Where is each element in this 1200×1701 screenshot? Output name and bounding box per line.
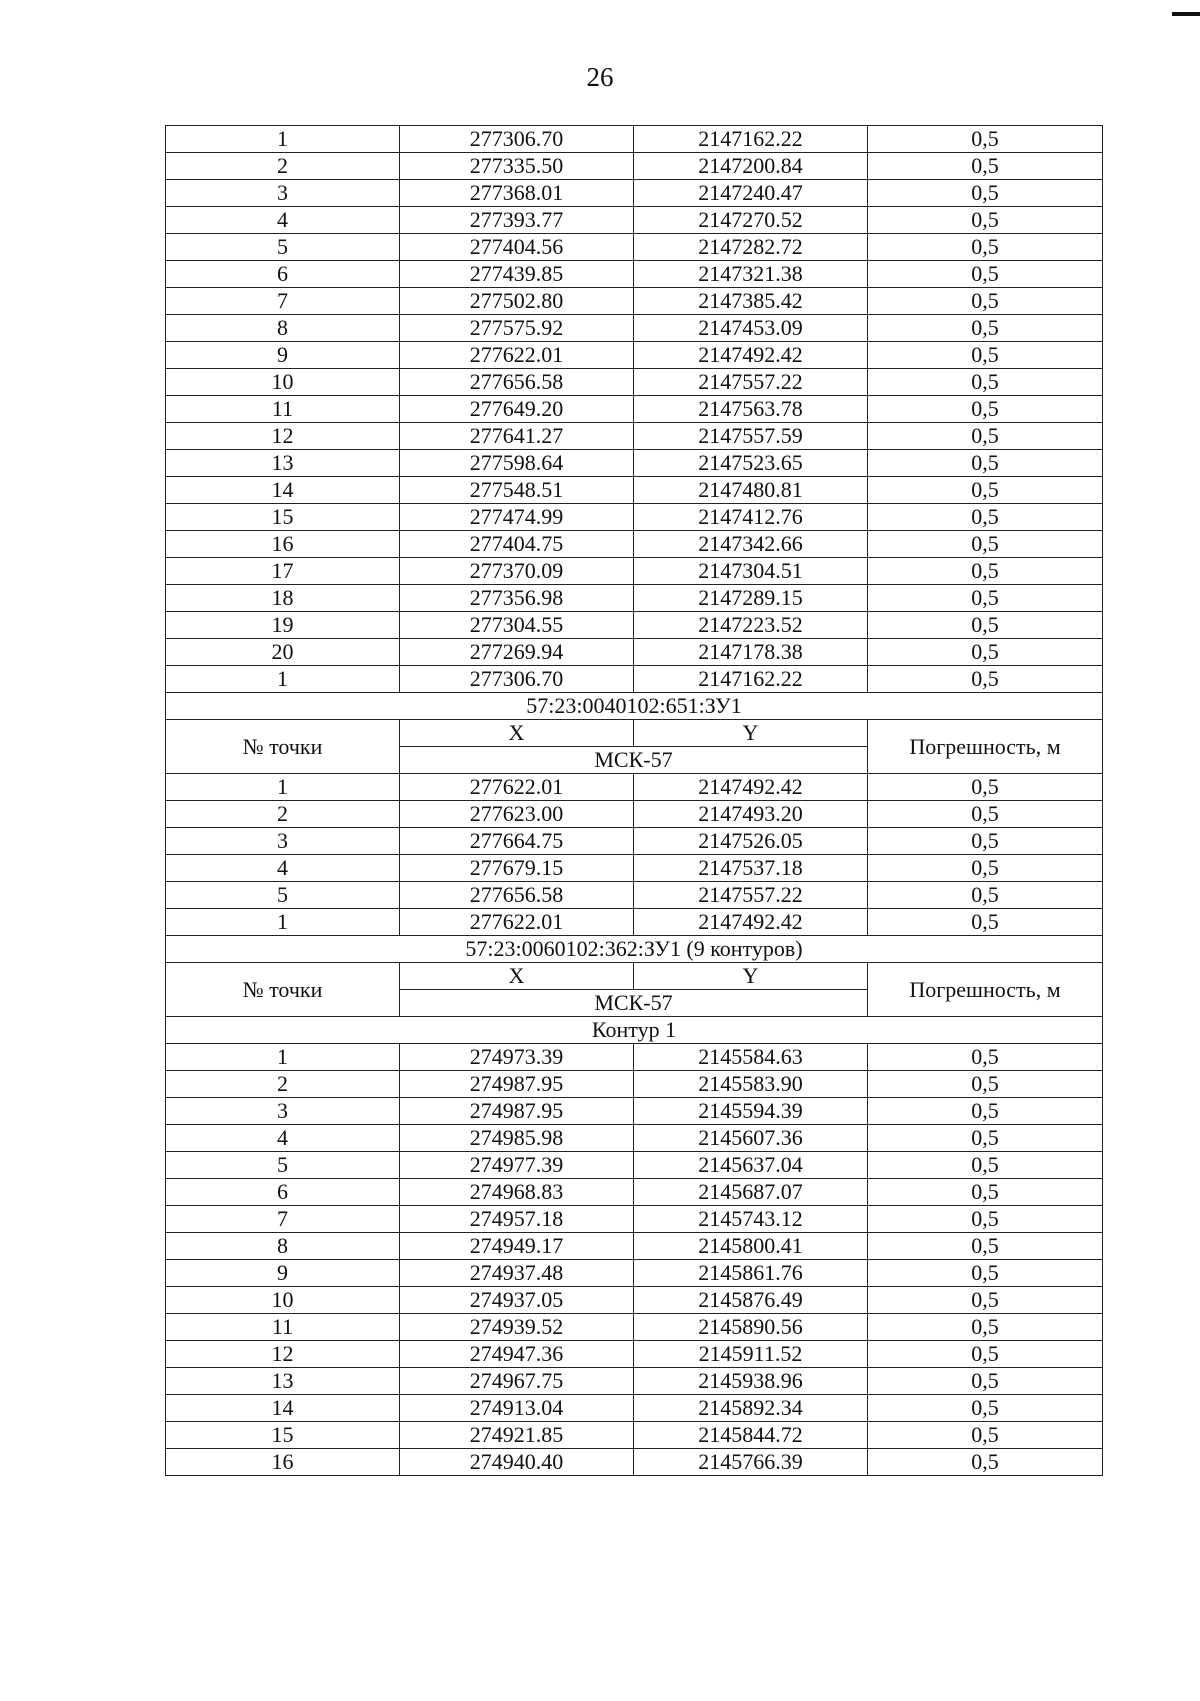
x-coordinate-cell: 277356.98 xyxy=(400,585,634,612)
x-coordinate-cell: 277404.75 xyxy=(400,531,634,558)
table-row xyxy=(166,1206,1103,1233)
point-number-cell: 6 xyxy=(166,1179,400,1206)
table-row xyxy=(166,639,1103,666)
x-coordinate-cell: 277474.99 xyxy=(400,504,634,531)
table-row xyxy=(166,1152,1103,1179)
point-number-cell: 1 xyxy=(166,1044,400,1071)
point-number-cell: 6 xyxy=(166,261,400,288)
point-number-cell: 4 xyxy=(166,855,400,882)
parcel-title-row xyxy=(166,936,1103,963)
error-cell: 0,5 xyxy=(868,1044,1103,1071)
table-row xyxy=(166,450,1103,477)
table-row xyxy=(166,1368,1103,1395)
y-coordinate-cell: 2145911.52 xyxy=(634,1341,868,1368)
x-coordinate-cell: 274957.18 xyxy=(400,1206,634,1233)
y-coordinate-cell: 2145583.90 xyxy=(634,1071,868,1098)
point-number-cell: 3 xyxy=(166,1098,400,1125)
error-cell: 0,5 xyxy=(868,1449,1103,1476)
point-number-cell: 16 xyxy=(166,531,400,558)
error-cell: 0,5 xyxy=(868,342,1103,369)
x-coordinate-cell: 274973.39 xyxy=(400,1044,634,1071)
point-number-cell: 12 xyxy=(166,423,400,450)
point-number-cell: 10 xyxy=(166,369,400,396)
x-coordinate-cell: 277502.80 xyxy=(400,288,634,315)
point-number-cell: 15 xyxy=(166,504,400,531)
x-coordinate-cell: 274967.75 xyxy=(400,1368,634,1395)
error-cell: 0,5 xyxy=(868,1341,1103,1368)
table-row xyxy=(166,1125,1103,1152)
table-row xyxy=(166,1233,1103,1260)
point-number-cell: 5 xyxy=(166,882,400,909)
x-coordinate-cell: 277641.27 xyxy=(400,423,634,450)
point-number-cell: 2 xyxy=(166,153,400,180)
column-header-row xyxy=(166,963,1103,990)
parcel-title: 57:23:0060102:362:ЗУ1 (9 контуров) xyxy=(166,936,1103,963)
error-cell: 0,5 xyxy=(868,1287,1103,1314)
error-cell: 0,5 xyxy=(868,801,1103,828)
x-coordinate-cell: 274947.36 xyxy=(400,1341,634,1368)
table-row xyxy=(166,207,1103,234)
error-cell: 0,5 xyxy=(868,234,1103,261)
x-coordinate-cell: 277306.70 xyxy=(400,126,634,153)
y-coordinate-cell: 2147223.52 xyxy=(634,612,868,639)
y-coordinate-cell: 2145584.63 xyxy=(634,1044,868,1071)
table-row xyxy=(166,1395,1103,1422)
parcel-title-row xyxy=(166,693,1103,720)
x-coordinate-cell: 274913.04 xyxy=(400,1395,634,1422)
table-row xyxy=(166,1044,1103,1071)
error-cell: 0,5 xyxy=(868,153,1103,180)
x-coordinate-cell: 274949.17 xyxy=(400,1233,634,1260)
y-coordinate-cell: 2145890.56 xyxy=(634,1314,868,1341)
x-coordinate-cell: 274921.85 xyxy=(400,1422,634,1449)
x-coordinate-cell: 274939.52 xyxy=(400,1314,634,1341)
error-cell: 0,5 xyxy=(868,126,1103,153)
table-row xyxy=(166,801,1103,828)
point-number-cell: 3 xyxy=(166,180,400,207)
table-row xyxy=(166,855,1103,882)
y-coordinate-cell: 2147162.22 xyxy=(634,126,868,153)
table-row xyxy=(166,1071,1103,1098)
point-number-cell: 7 xyxy=(166,288,400,315)
table-row xyxy=(166,882,1103,909)
y-column-header: Y xyxy=(634,720,868,747)
error-cell: 0,5 xyxy=(868,450,1103,477)
corner-mark xyxy=(1172,12,1200,16)
point-number-cell: 1 xyxy=(166,666,400,693)
x-coordinate-cell: 277439.85 xyxy=(400,261,634,288)
y-coordinate-cell: 2147523.65 xyxy=(634,450,868,477)
x-coordinate-cell: 277622.01 xyxy=(400,909,634,936)
error-cell: 0,5 xyxy=(868,423,1103,450)
x-coordinate-cell: 277622.01 xyxy=(400,342,634,369)
x-coordinate-cell: 277335.50 xyxy=(400,153,634,180)
table-row xyxy=(166,1287,1103,1314)
table-row xyxy=(166,585,1103,612)
table-row xyxy=(166,1449,1103,1476)
table-row xyxy=(166,1341,1103,1368)
table-row xyxy=(166,180,1103,207)
error-cell: 0,5 xyxy=(868,1260,1103,1287)
error-cell: 0,5 xyxy=(868,774,1103,801)
error-cell: 0,5 xyxy=(868,639,1103,666)
error-cell: 0,5 xyxy=(868,855,1103,882)
error-cell: 0,5 xyxy=(868,909,1103,936)
x-coordinate-cell: 277598.64 xyxy=(400,450,634,477)
error-column-header: Погрешность, м xyxy=(868,963,1103,1017)
table-row xyxy=(166,666,1103,693)
x-coordinate-cell: 277575.92 xyxy=(400,315,634,342)
table-row xyxy=(166,774,1103,801)
x-coordinate-cell: 277656.58 xyxy=(400,882,634,909)
x-coordinate-cell: 274937.48 xyxy=(400,1260,634,1287)
point-number-cell: 8 xyxy=(166,1233,400,1260)
x-coordinate-cell: 274968.83 xyxy=(400,1179,634,1206)
x-coordinate-cell: 274940.40 xyxy=(400,1449,634,1476)
y-coordinate-cell: 2147385.42 xyxy=(634,288,868,315)
point-number-cell: 5 xyxy=(166,234,400,261)
error-cell: 0,5 xyxy=(868,1071,1103,1098)
x-coordinate-cell: 274987.95 xyxy=(400,1098,634,1125)
point-number-cell: 19 xyxy=(166,612,400,639)
contour-title-row xyxy=(166,1017,1103,1044)
error-cell: 0,5 xyxy=(868,1368,1103,1395)
error-cell: 0,5 xyxy=(868,504,1103,531)
y-coordinate-cell: 2145594.39 xyxy=(634,1098,868,1125)
point-number-cell: 13 xyxy=(166,450,400,477)
error-cell: 0,5 xyxy=(868,1206,1103,1233)
table-row xyxy=(166,909,1103,936)
table-row xyxy=(166,477,1103,504)
error-cell: 0,5 xyxy=(868,396,1103,423)
y-coordinate-cell: 2147557.22 xyxy=(634,369,868,396)
x-coordinate-cell: 277368.01 xyxy=(400,180,634,207)
point-number-cell: 9 xyxy=(166,1260,400,1287)
parcel-title: 57:23:0040102:651:ЗУ1 xyxy=(166,693,1103,720)
y-coordinate-cell: 2145800.41 xyxy=(634,1233,868,1260)
x-coordinate-cell: 277304.55 xyxy=(400,612,634,639)
point-number-cell: 9 xyxy=(166,342,400,369)
x-coordinate-cell: 277623.00 xyxy=(400,801,634,828)
y-coordinate-cell: 2145766.39 xyxy=(634,1449,868,1476)
point-number-cell: 15 xyxy=(166,1422,400,1449)
y-coordinate-cell: 2145743.12 xyxy=(634,1206,868,1233)
x-coordinate-cell: 277370.09 xyxy=(400,558,634,585)
x-coordinate-cell: 277679.15 xyxy=(400,855,634,882)
point-number-cell: 1 xyxy=(166,909,400,936)
table-row xyxy=(166,261,1103,288)
x-coordinate-cell: 277664.75 xyxy=(400,828,634,855)
y-coordinate-cell: 2147453.09 xyxy=(634,315,868,342)
error-column-header: Погрешность, м xyxy=(868,720,1103,774)
table-row xyxy=(166,126,1103,153)
table-row xyxy=(166,558,1103,585)
table-row xyxy=(166,423,1103,450)
y-coordinate-cell: 2147493.20 xyxy=(634,801,868,828)
error-cell: 0,5 xyxy=(868,1125,1103,1152)
error-cell: 0,5 xyxy=(868,1179,1103,1206)
error-cell: 0,5 xyxy=(868,612,1103,639)
point-number-cell: 1 xyxy=(166,774,400,801)
error-cell: 0,5 xyxy=(868,1152,1103,1179)
point-number-cell: 1 xyxy=(166,126,400,153)
table-row xyxy=(166,288,1103,315)
error-cell: 0,5 xyxy=(868,1098,1103,1125)
coordinates-table-body xyxy=(166,126,1103,1476)
y-coordinate-cell: 2147557.59 xyxy=(634,423,868,450)
y-coordinate-cell: 2147162.22 xyxy=(634,666,868,693)
table-row xyxy=(166,369,1103,396)
point-number-cell: 4 xyxy=(166,1125,400,1152)
x-coordinate-cell: 277404.56 xyxy=(400,234,634,261)
y-coordinate-cell: 2145687.07 xyxy=(634,1179,868,1206)
y-coordinate-cell: 2145861.76 xyxy=(634,1260,868,1287)
point-number-cell: 18 xyxy=(166,585,400,612)
point-number-cell: 8 xyxy=(166,315,400,342)
y-coordinate-cell: 2147492.42 xyxy=(634,774,868,801)
y-coordinate-cell: 2147492.42 xyxy=(634,909,868,936)
table-row xyxy=(166,612,1103,639)
point-number-cell: 12 xyxy=(166,1341,400,1368)
point-number-cell: 10 xyxy=(166,1287,400,1314)
x-coordinate-cell: 274987.95 xyxy=(400,1071,634,1098)
error-cell: 0,5 xyxy=(868,207,1103,234)
y-coordinate-cell: 2147178.38 xyxy=(634,639,868,666)
error-cell: 0,5 xyxy=(868,261,1103,288)
x-coordinate-cell: 274937.05 xyxy=(400,1287,634,1314)
x-coordinate-cell: 274985.98 xyxy=(400,1125,634,1152)
y-coordinate-cell: 2145892.34 xyxy=(634,1395,868,1422)
table-row xyxy=(166,504,1103,531)
point-number-cell: 14 xyxy=(166,477,400,504)
y-coordinate-cell: 2145607.36 xyxy=(634,1125,868,1152)
point-number-cell: 3 xyxy=(166,828,400,855)
table-row xyxy=(166,396,1103,423)
error-cell: 0,5 xyxy=(868,477,1103,504)
error-cell: 0,5 xyxy=(868,585,1103,612)
table-row xyxy=(166,342,1103,369)
point-number-cell: 4 xyxy=(166,207,400,234)
point-number-cell: 20 xyxy=(166,639,400,666)
table-row xyxy=(166,1260,1103,1287)
table-row xyxy=(166,315,1103,342)
y-column-header: Y xyxy=(634,963,868,990)
x-coordinate-cell: 277622.01 xyxy=(400,774,634,801)
coordinates-table xyxy=(165,125,1103,1476)
coordinate-system-header: МСК-57 xyxy=(400,990,868,1017)
table-row xyxy=(166,531,1103,558)
error-cell: 0,5 xyxy=(868,882,1103,909)
error-cell: 0,5 xyxy=(868,1233,1103,1260)
point-number-cell: 16 xyxy=(166,1449,400,1476)
error-cell: 0,5 xyxy=(868,1422,1103,1449)
table-row xyxy=(166,1422,1103,1449)
table-row xyxy=(166,1179,1103,1206)
y-coordinate-cell: 2147557.22 xyxy=(634,882,868,909)
page-number: 26 xyxy=(586,62,614,92)
x-coordinate-cell: 277393.77 xyxy=(400,207,634,234)
table-row xyxy=(166,153,1103,180)
point-number-cell: 7 xyxy=(166,1206,400,1233)
point-number-cell: 11 xyxy=(166,396,400,423)
x-column-header: X xyxy=(400,963,634,990)
error-cell: 0,5 xyxy=(868,531,1103,558)
error-cell: 0,5 xyxy=(868,288,1103,315)
point-number-cell: 17 xyxy=(166,558,400,585)
contour-title: Контур 1 xyxy=(166,1017,1103,1044)
y-coordinate-cell: 2147412.76 xyxy=(634,504,868,531)
point-column-header: № точки xyxy=(166,720,400,774)
y-coordinate-cell: 2145876.49 xyxy=(634,1287,868,1314)
x-coordinate-cell: 277269.94 xyxy=(400,639,634,666)
y-coordinate-cell: 2147200.84 xyxy=(634,153,868,180)
y-coordinate-cell: 2147282.72 xyxy=(634,234,868,261)
y-coordinate-cell: 2147270.52 xyxy=(634,207,868,234)
point-number-cell: 2 xyxy=(166,1071,400,1098)
table-row xyxy=(166,234,1103,261)
table-row xyxy=(166,1314,1103,1341)
y-coordinate-cell: 2147537.18 xyxy=(634,855,868,882)
x-coordinate-cell: 277656.58 xyxy=(400,369,634,396)
y-coordinate-cell: 2147240.47 xyxy=(634,180,868,207)
error-cell: 0,5 xyxy=(868,1395,1103,1422)
y-coordinate-cell: 2147492.42 xyxy=(634,342,868,369)
table-row xyxy=(166,828,1103,855)
point-number-cell: 2 xyxy=(166,801,400,828)
error-cell: 0,5 xyxy=(868,180,1103,207)
error-cell: 0,5 xyxy=(868,369,1103,396)
y-coordinate-cell: 2147342.66 xyxy=(634,531,868,558)
point-number-cell: 11 xyxy=(166,1314,400,1341)
y-coordinate-cell: 2147480.81 xyxy=(634,477,868,504)
x-coordinate-cell: 277306.70 xyxy=(400,666,634,693)
y-coordinate-cell: 2147304.51 xyxy=(634,558,868,585)
x-coordinate-cell: 274977.39 xyxy=(400,1152,634,1179)
error-cell: 0,5 xyxy=(868,1314,1103,1341)
y-coordinate-cell: 2147526.05 xyxy=(634,828,868,855)
y-coordinate-cell: 2145844.72 xyxy=(634,1422,868,1449)
error-cell: 0,5 xyxy=(868,315,1103,342)
point-number-cell: 5 xyxy=(166,1152,400,1179)
coordinate-system-header: МСК-57 xyxy=(400,747,868,774)
error-cell: 0,5 xyxy=(868,828,1103,855)
point-number-cell: 14 xyxy=(166,1395,400,1422)
point-column-header: № точки xyxy=(166,963,400,1017)
y-coordinate-cell: 2147289.15 xyxy=(634,585,868,612)
column-header-row xyxy=(166,720,1103,747)
error-cell: 0,5 xyxy=(868,558,1103,585)
y-coordinate-cell: 2145637.04 xyxy=(634,1152,868,1179)
y-coordinate-cell: 2145938.96 xyxy=(634,1368,868,1395)
point-number-cell: 13 xyxy=(166,1368,400,1395)
table-row xyxy=(166,1098,1103,1125)
y-coordinate-cell: 2147321.38 xyxy=(634,261,868,288)
error-cell: 0,5 xyxy=(868,666,1103,693)
y-coordinate-cell: 2147563.78 xyxy=(634,396,868,423)
x-coordinate-cell: 277649.20 xyxy=(400,396,634,423)
x-column-header: X xyxy=(400,720,634,747)
x-coordinate-cell: 277548.51 xyxy=(400,477,634,504)
